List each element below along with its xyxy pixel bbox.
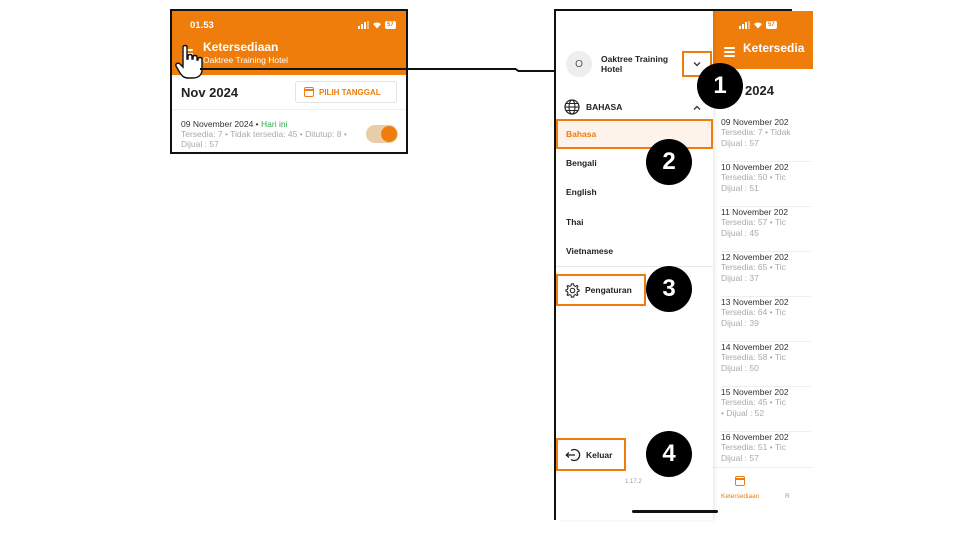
battery-icon: 57: [768, 22, 775, 28]
row-sold: Dijual : 37: [721, 273, 759, 283]
settings-label: Pengaturan: [585, 285, 632, 295]
calendar-icon: [735, 476, 745, 486]
background-year: 2024: [745, 83, 774, 98]
day-row[interactable]: [181, 119, 347, 149]
toggle-knob: [381, 126, 397, 142]
row-stats: Tersedia: 7 • Tidak: [721, 127, 791, 137]
today-label: Hari ini: [261, 119, 288, 129]
settings-button[interactable]: [556, 274, 646, 306]
callout-2: 2: [646, 139, 692, 185]
pick-date-label: PILIH TANGGAL: [319, 87, 381, 97]
row-date: 11 November 202: [721, 207, 788, 217]
calendar-icon: [304, 87, 314, 97]
language-option-vietnamese[interactable]: Vietnamese: [566, 246, 614, 256]
calendar-icon-shape: [735, 476, 745, 486]
background-header: [713, 11, 813, 69]
left-phone-screenshot: [170, 9, 408, 154]
callout-1: 1: [697, 63, 743, 109]
list-item[interactable]: [721, 207, 811, 252]
row-date: 10 November 202: [721, 162, 789, 172]
row-sold: Dijual : 57: [721, 138, 759, 148]
row-sold: Dijual : 51: [721, 183, 759, 193]
home-indicator: [632, 510, 718, 513]
language-option-bahasa[interactable]: [556, 119, 713, 149]
tab-ketersediaan[interactable]: Ketersediaan: [721, 493, 760, 500]
logout-icon: [565, 448, 581, 462]
list-item[interactable]: [721, 117, 811, 162]
row-date: 12 November 202: [721, 252, 789, 262]
language-option-bengali[interactable]: Bengali: [566, 158, 597, 168]
month-label: Nov 2024: [181, 85, 239, 100]
day-sold: Dijual : 57: [181, 139, 219, 149]
day-date: 09 November 2024: [181, 119, 254, 129]
chevron-down-icon: [693, 61, 701, 67]
page-title: Ketersediaan: [203, 40, 279, 54]
menu-icon[interactable]: [724, 47, 735, 57]
language-section-header[interactable]: [564, 99, 622, 115]
row-stats: Tersedia: 57 • Tic: [721, 217, 786, 227]
logout-label: Keluar: [586, 449, 613, 460]
avatar: O: [566, 51, 592, 77]
tab-bar: [713, 467, 813, 521]
row-sold: Dijual : 45: [721, 228, 759, 238]
hotel-subtitle: Oaktree Training Hotel: [203, 55, 289, 65]
row-sold: • Dijual : 52: [721, 408, 765, 418]
wifi-icon: [753, 21, 763, 29]
language-option-label: Bahasa: [566, 129, 597, 139]
row-date: 15 November 202: [721, 387, 789, 397]
tab-next[interactable]: R: [785, 493, 790, 500]
row-sold: Dijual : 39: [721, 318, 759, 328]
logout-button[interactable]: [556, 438, 626, 471]
app-version: 1.17.2: [625, 479, 642, 485]
row-stats: Tersedia: 65 • Tic: [721, 262, 786, 272]
row-stats: Tersedia: 58 • Tic: [721, 352, 786, 362]
language-section-label: BAHASA: [586, 102, 623, 112]
background-title: Ketersedia: [743, 41, 805, 55]
list-item[interactable]: [721, 387, 811, 432]
list-item[interactable]: [721, 252, 811, 297]
row-date: 13 November 202: [721, 297, 789, 307]
divider: [172, 109, 406, 110]
status-icons: [358, 21, 396, 29]
row-date: 14 November 202: [721, 342, 789, 352]
list-item[interactable]: [721, 297, 811, 342]
language-option-english[interactable]: English: [566, 187, 597, 197]
row-date: 16 November 202: [721, 432, 789, 442]
list-item[interactable]: [721, 342, 811, 387]
day-stats: Tersedia: 7 • Tidak tersedia: 45 • Ditutup: 8 •: [181, 129, 347, 139]
hotel-name: Oaktree Training Hotel: [601, 54, 669, 74]
pick-date-button[interactable]: [295, 81, 397, 103]
callout-3: 3: [646, 266, 692, 312]
row-stats: Tersedia: 64 • Tic: [721, 307, 786, 317]
day-separator: •: [253, 119, 261, 129]
day-date-line: [181, 119, 347, 129]
chevron-up-icon[interactable]: [693, 105, 701, 111]
signal-icon: [739, 21, 750, 29]
status-time: 01.53: [190, 20, 214, 31]
wifi-icon: [372, 21, 382, 29]
callout-4: 4: [646, 431, 692, 477]
gear-icon: [565, 283, 580, 298]
row-stats: Tersedia: 51 • Tic: [721, 442, 786, 452]
divider: [556, 266, 713, 267]
status-icons: [739, 21, 777, 29]
availability-toggle[interactable]: [366, 125, 398, 143]
arrow-connector: [200, 64, 570, 78]
signal-icon: [358, 21, 369, 29]
language-option-thai[interactable]: Thai: [566, 217, 584, 227]
globe-icon: [564, 99, 580, 115]
list-item[interactable]: [721, 162, 811, 207]
row-sold: Dijual : 57: [721, 453, 759, 463]
battery-icon: 57: [387, 22, 394, 28]
row-stats: Tersedia: 45 • Tic: [721, 397, 786, 407]
row-sold: Dijual : 50: [721, 363, 759, 373]
row-stats: Tersedia: 50 • Tic: [721, 172, 786, 182]
row-date: 09 November 202: [721, 117, 789, 127]
